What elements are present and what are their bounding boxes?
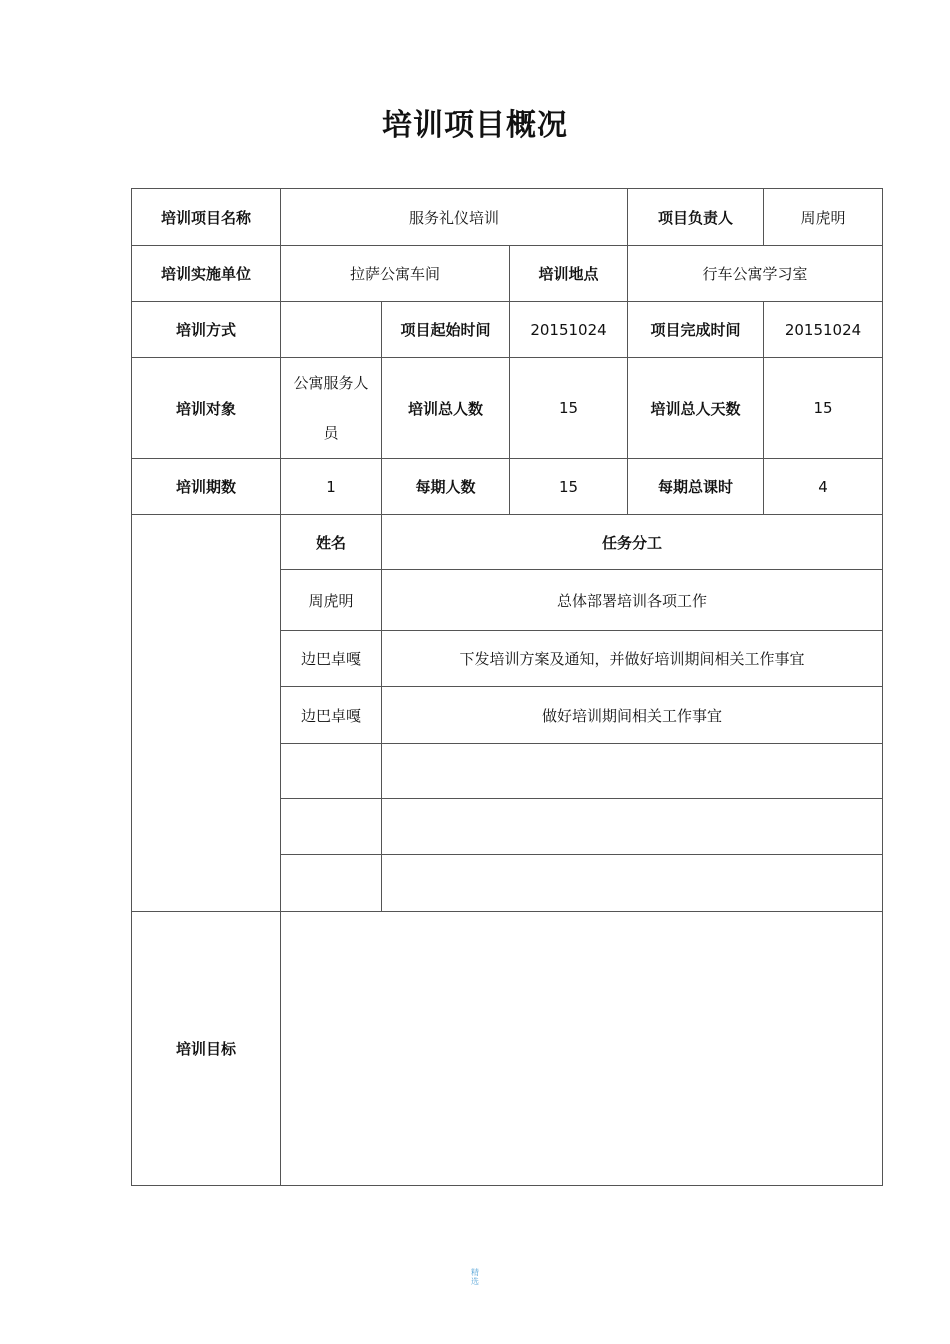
label-audience: 培训对象 [132,358,281,459]
staff-task [382,744,883,799]
value-audience [281,358,382,459]
value-owner: 周虎明 [764,189,883,246]
value-start: 20151024 [510,302,628,358]
staff-task: 下发培训方案及通知，并做好培训期间相关工作事宜 [382,631,883,687]
label-end: 项目完成时间 [628,302,764,358]
value-per-period-people: 15 [510,459,628,515]
value-audience-line1: 公寓服务人 [293,373,369,392]
staff-header-row [132,515,883,570]
page-title: 培训项目概况 [382,108,568,143]
staff-side-cell [132,515,281,912]
value-audience-line2: 员 [323,423,339,442]
label-start: 项目起始时间 [382,302,510,358]
label-location: 培训地点 [510,246,628,302]
value-periods: 1 [281,459,382,515]
staff-name: 边巴卓嘎 [281,631,382,687]
staff-task [382,799,883,855]
staff-task [382,855,883,912]
label-total-people: 培训总人数 [382,358,510,459]
value-goal [281,912,883,1186]
staff-name: 周虎明 [281,570,382,631]
staff-name: 边巴卓嘎 [281,687,382,744]
value-location: 行车公寓学习室 [628,246,883,302]
footer-mark-char: 精 [471,1268,479,1277]
staff-name [281,855,382,912]
value-total-people: 15 [510,358,628,459]
label-per-period-people: 每期人数 [382,459,510,515]
value-per-period-hours: 4 [764,459,883,515]
staff-name [281,799,382,855]
footer-mark [0,1268,950,1286]
row-time [132,302,883,358]
row-unit [132,246,883,302]
label-periods: 培训期数 [132,459,281,515]
staff-name [281,744,382,799]
label-unit: 培训实施单位 [132,246,281,302]
row-periods [132,459,883,515]
value-project-name: 服务礼仪培训 [281,189,628,246]
training-overview-table [131,188,883,1186]
label-goal: 培训目标 [132,912,281,1186]
label-project-name: 培训项目名称 [132,189,281,246]
row-goal [132,912,883,1186]
label-method: 培训方式 [132,302,281,358]
staff-task: 总体部署培训各项工作 [382,570,883,631]
value-end: 20151024 [764,302,883,358]
value-method [281,302,382,358]
value-total-days: 15 [764,358,883,459]
value-unit: 拉萨公寓车间 [281,246,510,302]
staff-task-header: 任务分工 [382,515,883,570]
row-audience [132,358,883,459]
staff-task: 做好培训期间相关工作事宜 [382,687,883,744]
staff-name-header: 姓名 [281,515,382,570]
label-owner: 项目负责人 [628,189,764,246]
row-project [132,189,883,246]
label-per-period-hours: 每期总课时 [628,459,764,515]
footer-mark-char: 选 [471,1277,479,1286]
label-total-days: 培训总人天数 [628,358,764,459]
